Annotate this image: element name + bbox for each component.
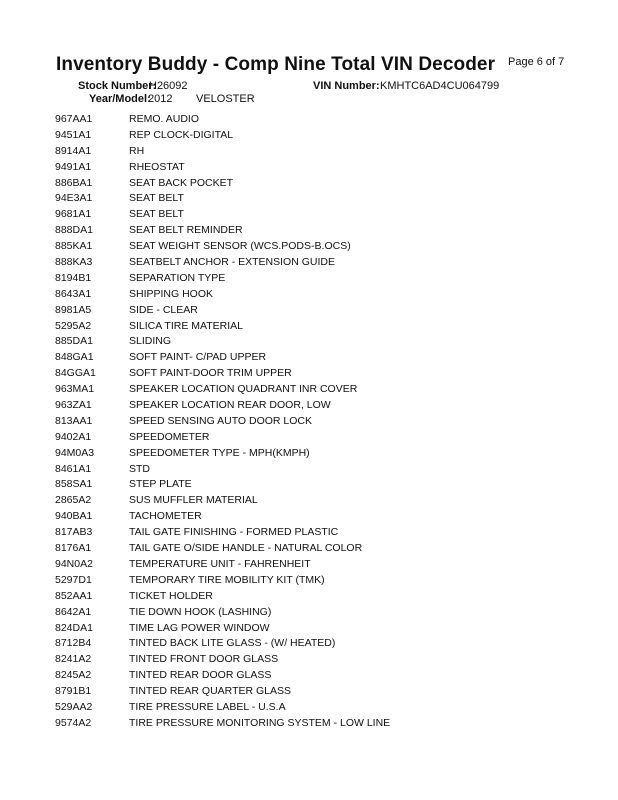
option-code: 2865A2 <box>55 494 92 507</box>
option-description: TIME LAG POWER WINDOW <box>129 621 270 634</box>
option-code: 9451A1 <box>55 128 92 141</box>
option-code: 8245A2 <box>55 669 92 682</box>
vin-number-row <box>313 80 500 92</box>
vin-number-label: VIN Number: <box>313 80 380 92</box>
stock-number-label: Stock Number: <box>78 80 157 92</box>
option-code: 9491A1 <box>55 160 92 173</box>
option-description: TIRE PRESSURE MONITORING SYSTEM - LOW LINE <box>129 716 391 729</box>
option-description: SEAT BACK POCKET <box>129 176 234 189</box>
option-description: SPEAKER LOCATION QUADRANT INR COVER <box>129 383 358 396</box>
option-code: 8176A1 <box>55 542 92 555</box>
option-description: TIRE PRESSURE LABEL - U.S.A <box>129 700 286 713</box>
vin-number-value: KMHTC6AD4CU064799 <box>380 80 500 92</box>
option-code: 5295A2 <box>55 319 92 332</box>
option-description: SEAT BELT <box>129 192 184 205</box>
option-description: TEMPERATURE UNIT - FAHRENHEIT <box>129 557 311 570</box>
option-code: 529AA2 <box>55 700 93 713</box>
option-description: RHEOSTAT <box>129 160 185 173</box>
option-code: 852AA1 <box>55 589 93 602</box>
option-code: 824DA1 <box>55 621 93 634</box>
option-description: SOFT PAINT-DOOR TRIM UPPER <box>129 367 292 380</box>
option-code: 94E3A1 <box>55 192 93 205</box>
option-code: 8791B1 <box>55 685 92 698</box>
option-code: 813AA1 <box>55 414 93 427</box>
option-description: TAIL GATE O/SIDE HANDLE - NATURAL COLOR <box>129 542 363 555</box>
option-description: SPEED SENSING AUTO DOOR LOCK <box>129 414 313 427</box>
option-code: 817AB3 <box>55 526 93 539</box>
option-code: 967AA1 <box>55 113 93 125</box>
year-model-label: Year/Model: <box>89 93 151 105</box>
option-description: SLIDING <box>129 335 172 348</box>
year-value: 2012 <box>148 93 173 105</box>
option-description: SEPARATION TYPE <box>129 271 226 284</box>
option-description: TICKET HOLDER <box>129 589 213 602</box>
option-description: TINTED FRONT DOOR GLASS <box>129 653 279 666</box>
option-description: STEP PLATE <box>129 478 192 491</box>
option-code: 858SA1 <box>55 478 93 491</box>
option-code: 9402A1 <box>55 430 92 443</box>
option-description: SEAT BELT REMINDER <box>129 224 243 237</box>
stock-number-row <box>78 80 188 92</box>
option-code: 8981A5 <box>55 303 92 316</box>
option-description: SILICA TIRE MATERIAL <box>129 319 243 332</box>
model-value: VELOSTER <box>196 93 255 105</box>
option-code: 940BA1 <box>55 510 93 523</box>
page-title: Inventory Buddy - Comp Nine Total VIN Decoder <box>56 54 496 75</box>
option-code: 8643A1 <box>55 287 92 300</box>
option-description: REMO. AUDIO <box>129 113 200 125</box>
option-code: 94N0A2 <box>55 557 93 570</box>
option-description: SPEAKER LOCATION REAR DOOR, LOW <box>129 399 331 412</box>
option-code: 848GA1 <box>55 351 94 364</box>
option-description: SEAT BELT <box>129 208 184 221</box>
option-code: 9681A1 <box>55 208 92 221</box>
option-code: 963MA1 <box>55 383 95 396</box>
option-code: 963ZA1 <box>55 399 92 412</box>
option-description: SHIPPING HOOK <box>129 287 214 300</box>
option-description: TEMPORARY TIRE MOBILITY KIT (TMK) <box>129 573 325 586</box>
option-description: TINTED REAR QUARTER GLASS <box>129 685 292 698</box>
option-code: 888KA3 <box>55 256 93 269</box>
option-code: 8642A1 <box>55 605 92 618</box>
option-code: 888DA1 <box>55 224 93 237</box>
option-description: TINTED REAR DOOR GLASS <box>129 669 272 682</box>
option-description: SOFT PAINT- C/PAD UPPER <box>129 351 267 364</box>
option-description: SPEEDOMETER TYPE - MPH(KMPH) <box>129 446 310 459</box>
option-description: TIE DOWN HOOK (LASHING) <box>129 605 272 618</box>
option-description: SIDE - CLEAR <box>129 303 198 316</box>
option-description: TAIL GATE FINISHING - FORMED PLASTIC <box>129 526 339 539</box>
option-description: SEATBELT ANCHOR - EXTENSION GUIDE <box>129 256 335 269</box>
option-code: 94M0A3 <box>55 446 95 459</box>
option-description: TINTED BACK LITE GLASS - (W/ HEATED) <box>129 637 336 650</box>
option-code: 8194B1 <box>55 271 92 284</box>
option-description: STD <box>129 462 150 475</box>
option-code: 8241A2 <box>55 653 92 666</box>
option-code: 8914A1 <box>55 144 92 157</box>
option-code: 84GGA1 <box>55 367 96 380</box>
option-code: 5297D1 <box>55 573 92 586</box>
option-description: REP CLOCK-DIGITAL <box>129 128 234 141</box>
option-description: SEAT WEIGHT SENSOR (WCS.PODS-B.OCS) <box>129 240 351 253</box>
year-model-row <box>89 93 255 105</box>
option-code: 8712B4 <box>55 637 92 650</box>
option-code: 885KA1 <box>55 240 93 253</box>
page-number: Page 6 of 7 <box>508 56 565 68</box>
option-code: 885DA1 <box>55 335 93 348</box>
stock-number-value: H26092 <box>149 80 188 92</box>
option-description: TACHOMETER <box>129 510 202 523</box>
option-description: SUS MUFFLER MATERIAL <box>129 494 258 507</box>
option-code: 8461A1 <box>55 462 92 475</box>
option-code: 9574A2 <box>55 716 92 729</box>
option-description: SPEEDOMETER <box>129 430 210 443</box>
option-description: RH <box>129 144 145 157</box>
option-code: 886BA1 <box>55 176 93 189</box>
